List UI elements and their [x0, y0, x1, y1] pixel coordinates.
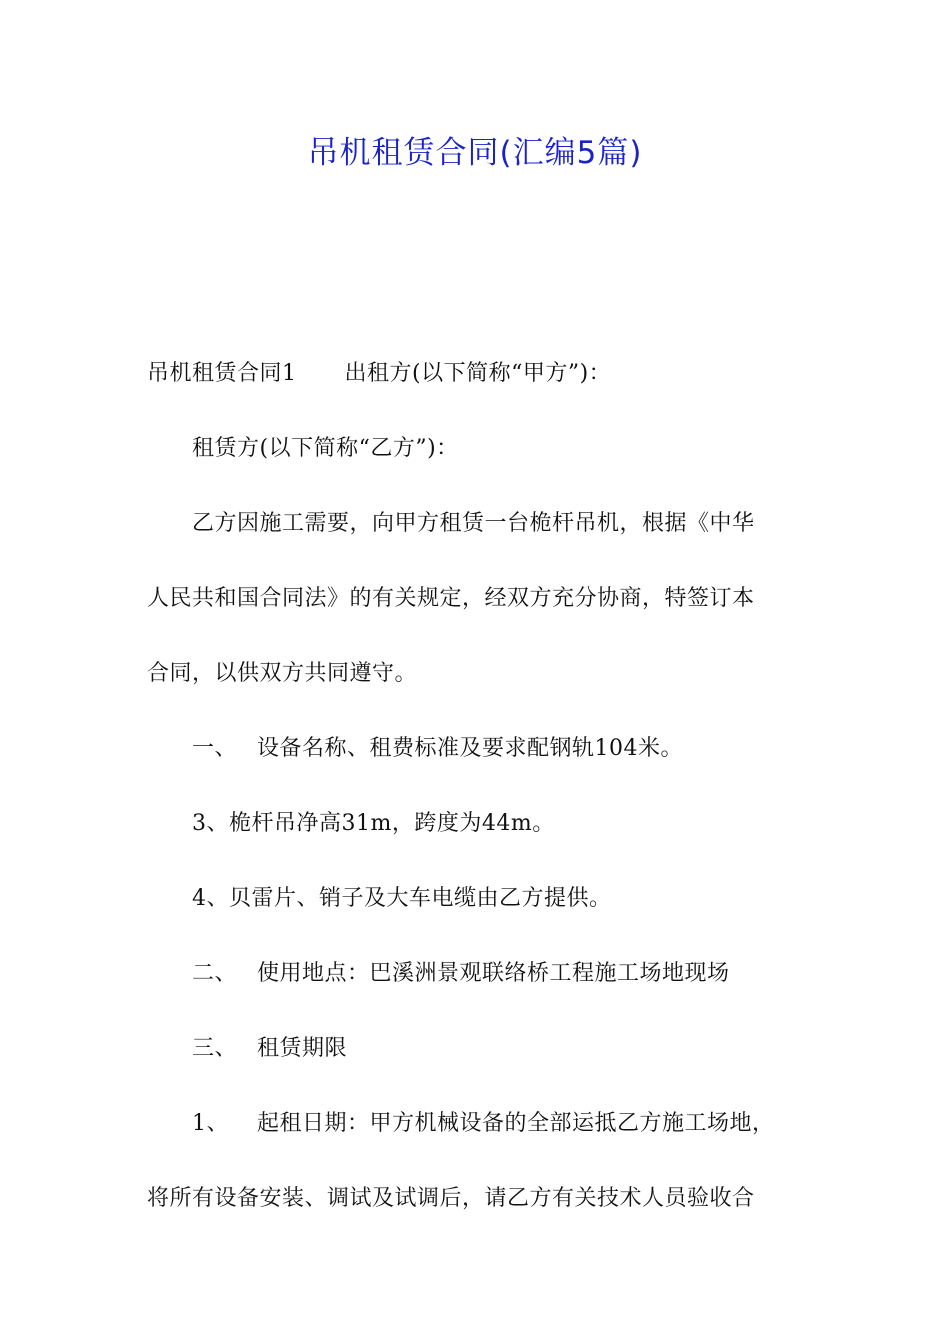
section-number: 一、	[192, 736, 238, 761]
paragraph-line: 3、桅杆吊净高31m，跨度为44m。	[192, 811, 555, 836]
section-two	[147, 936, 807, 1011]
section-text: 使用地点：巴溪洲景观联络桥工程施工场地现场	[257, 961, 730, 986]
section-one	[147, 711, 807, 786]
section-text: 租赁期限	[257, 1036, 348, 1061]
lessee-line: 租赁方(以下简称“乙方”)：	[192, 436, 459, 461]
paragraph-line	[147, 336, 807, 411]
section-three	[147, 1011, 807, 1086]
paragraph-line: 4、贝雷片、销子及大车电缆由乙方提供。	[192, 886, 612, 911]
paragraph-line: 合同，以供双方共同遵守。	[147, 661, 418, 686]
paragraph-line: 乙方因施工需要，向甲方租赁一台桅杆吊机，根据《中华	[192, 511, 755, 536]
paragraph-line: 将所有设备安装、调试及试调后，请乙方有关技术人员验收合	[147, 1186, 755, 1211]
contract-heading: 吊机租赁合同1	[147, 361, 297, 386]
section-text: 设备名称、租费标准及要求配钢轨104米。	[257, 736, 684, 761]
lessor-line: 出租方(以下简称“甲方”)：	[344, 361, 612, 386]
document-body	[147, 336, 807, 1236]
clause-one	[147, 1086, 807, 1161]
paragraph-line: 人民共和国合同法》的有关规定，经双方充分协商，特签订本	[147, 586, 755, 611]
section-number: 二、	[192, 961, 238, 986]
clause-text: 起租日期：甲方机械设备的全部运抵乙方施工场地，	[257, 1111, 775, 1136]
document-title: 吊机租赁合同(汇编5篇)	[307, 135, 643, 171]
clause-number: 1、	[192, 1111, 229, 1136]
section-number: 三、	[192, 1036, 238, 1061]
